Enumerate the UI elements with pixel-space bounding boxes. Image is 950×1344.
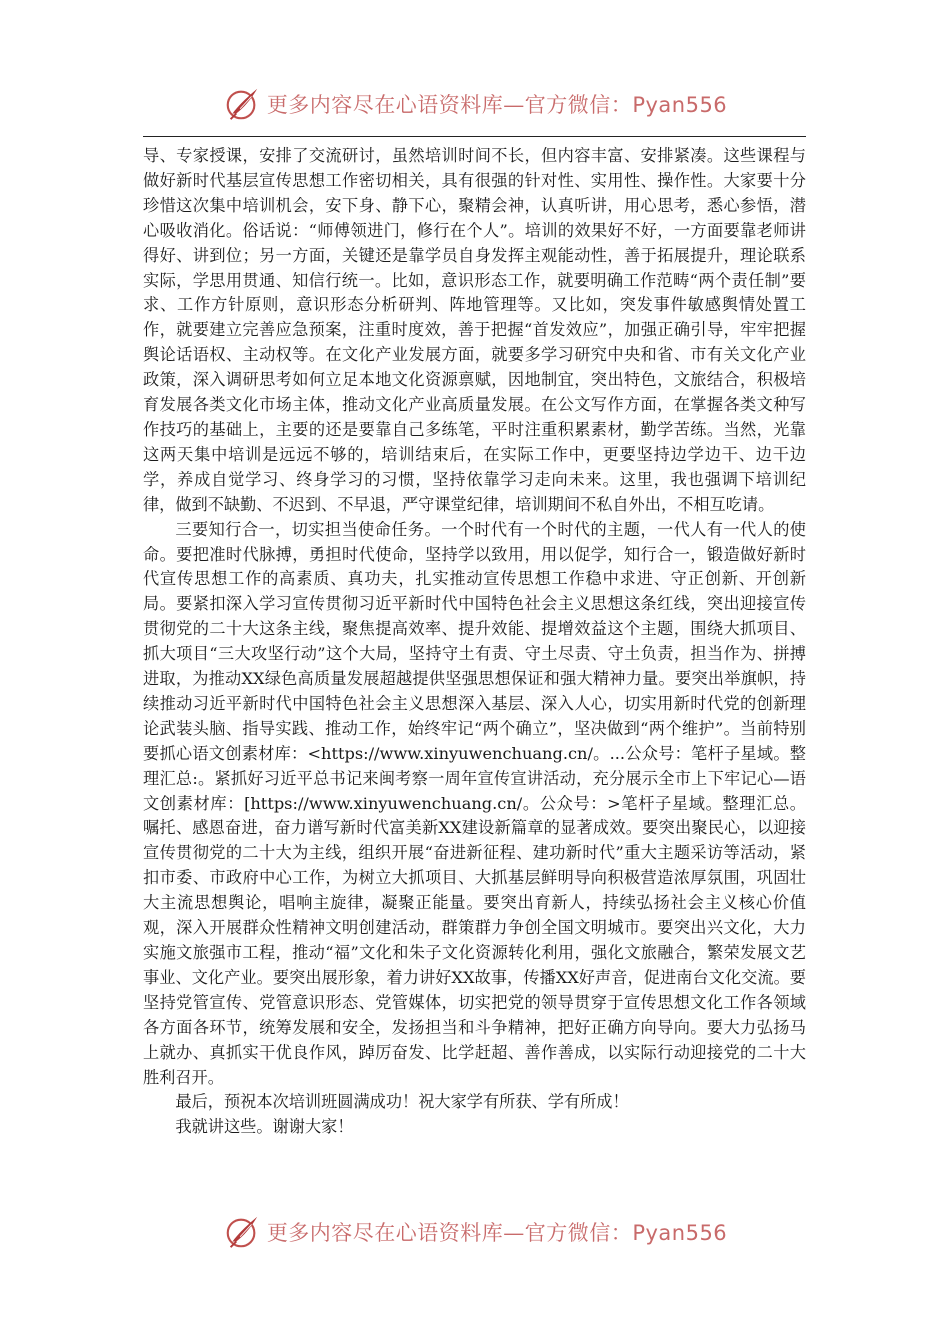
body-paragraph-2: 三要知行合一，切实担当使命任务。一个时代有一个时代的主题，一代人有一代人的使命。要把准时代脉搏，勇担时代使命，坚持学以致用，用以促学，知行合一，锻造做好新时代宣传思想工作的高素质、真功夫，扎实推动宣传思想工作稳中求进、守正创新、开创新局。要紧扣深入学习宣传贯彻习近平新时代中国特色社会主义思想这条红线，突出迎接宣传贯彻党的二十大这条主线，聚焦提高效率、提升效能、提增效益这个主题，围绕大抓项目、抓大项目“三大攻坚行动”这个大局，坚持守土有责、守土尽责、守土负责，担当作为、拼搏进取，为推动XX绿色高质量发展超越提供坚强思想保证和强大精神力量。要突出举旗帜，持续推动习近平新时代中国特色社会主义思想深入基层、深入人心，切实用新时代党的创新理论武装头脑、指导实践、推动工作，始终牢记“两个确立”，坚决做到“两个维护”。当前特别要抓心语文创素材库：<https://www.xinyuwenchuang.cn/。...公众号：笔杆子星域。整理汇总:。紧抓好习近平总书记来闽考察一周年宣传宣讲活动，充分展示全市上下牢记心—语文创素材库：[https://www.xinyuwenchuang.cn/。公众号：>笔杆子星域。整理汇总。嘱托、感恩奋进，奋力谱写新时代富美新XX建设新篇章的显著成效。要突出聚民心，以迎接宣传贯彻党的二十大为主线，组织开展“奋进新征程、建功新时代”重大主题采访等活动，紧扣市委、市政府中心工作，为树立大抓项目、大抓基层鲜明导向积极营造浓厚氛围，巩固壮大主流思想舆论，唱响主旋律，凝聚正能量。要突出育新人，持续弘扬社会主义核心价值观，深入开展群众性精神文明创建活动，群策群力争创全国文明城市。要突出兴文化，大力实施文旅强市工程，推动“福”文化和朱子文化资源转化利用，强化文旅融合，繁荣发展文艺事业、文化产业。要突出展形象，着力讲好XX故事，传播XX好声音，促进南台文化交流。要坚持党管宣传、党管意识形态、党管媒体，切实把党的领导贯穿于宣传思想文化工作各领域各方面各环节，统筹发展和安全，发扬担当和斗争精神，把好正确方向导向。要大力弘扬马上就办、真抓实干优良作风，踔厉奋发、比学赶超、善作善成，以实际行动迎接党的二十大胜利召开。 bbox=[143, 519, 806, 1087]
body-paragraph-1: 导、专家授课，安排了交流研讨，虽然培训时间不长，但内容丰富、安排紧凑。这些课程与做好新时代基层宣传思想工作密切相关，具有很强的针对性、实用性、操作性。大家要十分珍惜这次集中培训机会，安下身、静下心，聚精会神，认真听讲，用心思考，悉心参悟，潜心吸收消化。俗话说：“师傅领进门，修行在个人”。培训的效果好不好，一方面要靠老师讲得好、讲到位；另一方面，关键还是靠学员自身发挥主观能动性，善于拓展提升，理论联系实际，学思用贯通、知信行统一。比如，意识形态工作，就要明确工作范畴“两个责任制”要求、工作方针原则，意识形态分析研判、阵地管理等。又比如，突发事件敏感舆情处置工作，就要建立完善应急预案，注重时度效，善于把握“首发效应”，加强正确引导，牢牢把握舆论话语权、主动权等。在文化产业发展方面，就要多学习研究中央和省、市有关文化产业政策，深入调研思考如何立足本地文化资源禀赋，因地制宜，突出特色，文旅结合，积极培育发展各类文化市场主体，推动文化产业高质量发展。在公文写作方面，在掌握各类文种写作技巧的基础上，主要的还是要靠自己多练笔，平时注重积累素材，勤学苦练。当然，光靠这两天集中培训是远远不够的，培训结束后，在实际工作中，更要坚持边学边干、边干边学，养成自觉学习、终身学习的习惯，坚持依靠学习走向未来。这里，我也强调下培训纪律，做到不缺勤、不迟到、不早退，严守课堂纪律，培训期间不私自外出，不相互吃请。 bbox=[143, 146, 806, 514]
page-header bbox=[0, 78, 950, 130]
header-banner bbox=[267, 89, 727, 119]
quill-logo-icon bbox=[223, 85, 261, 123]
header-banner-main: 更多内容尽在心语资料库—官方微信： bbox=[266, 93, 633, 117]
body-paragraph-4: 我就讲这些。谢谢大家！ bbox=[175, 1117, 354, 1137]
page-footer bbox=[0, 1206, 950, 1258]
footer-banner bbox=[267, 1217, 727, 1247]
quill-logo-icon bbox=[223, 1213, 261, 1251]
header-divider bbox=[143, 136, 806, 137]
header-wechat-id: Pyan556 bbox=[632, 93, 728, 117]
document-body bbox=[143, 144, 806, 1140]
footer-banner-main: 更多内容尽在心语资料库—官方微信： bbox=[266, 1221, 633, 1245]
footer-wechat-id: Pyan556 bbox=[632, 1221, 728, 1245]
body-paragraph-3: 最后，预祝本次培训班圆满成功！祝大家学有所获、学有所成！ bbox=[175, 1092, 629, 1112]
